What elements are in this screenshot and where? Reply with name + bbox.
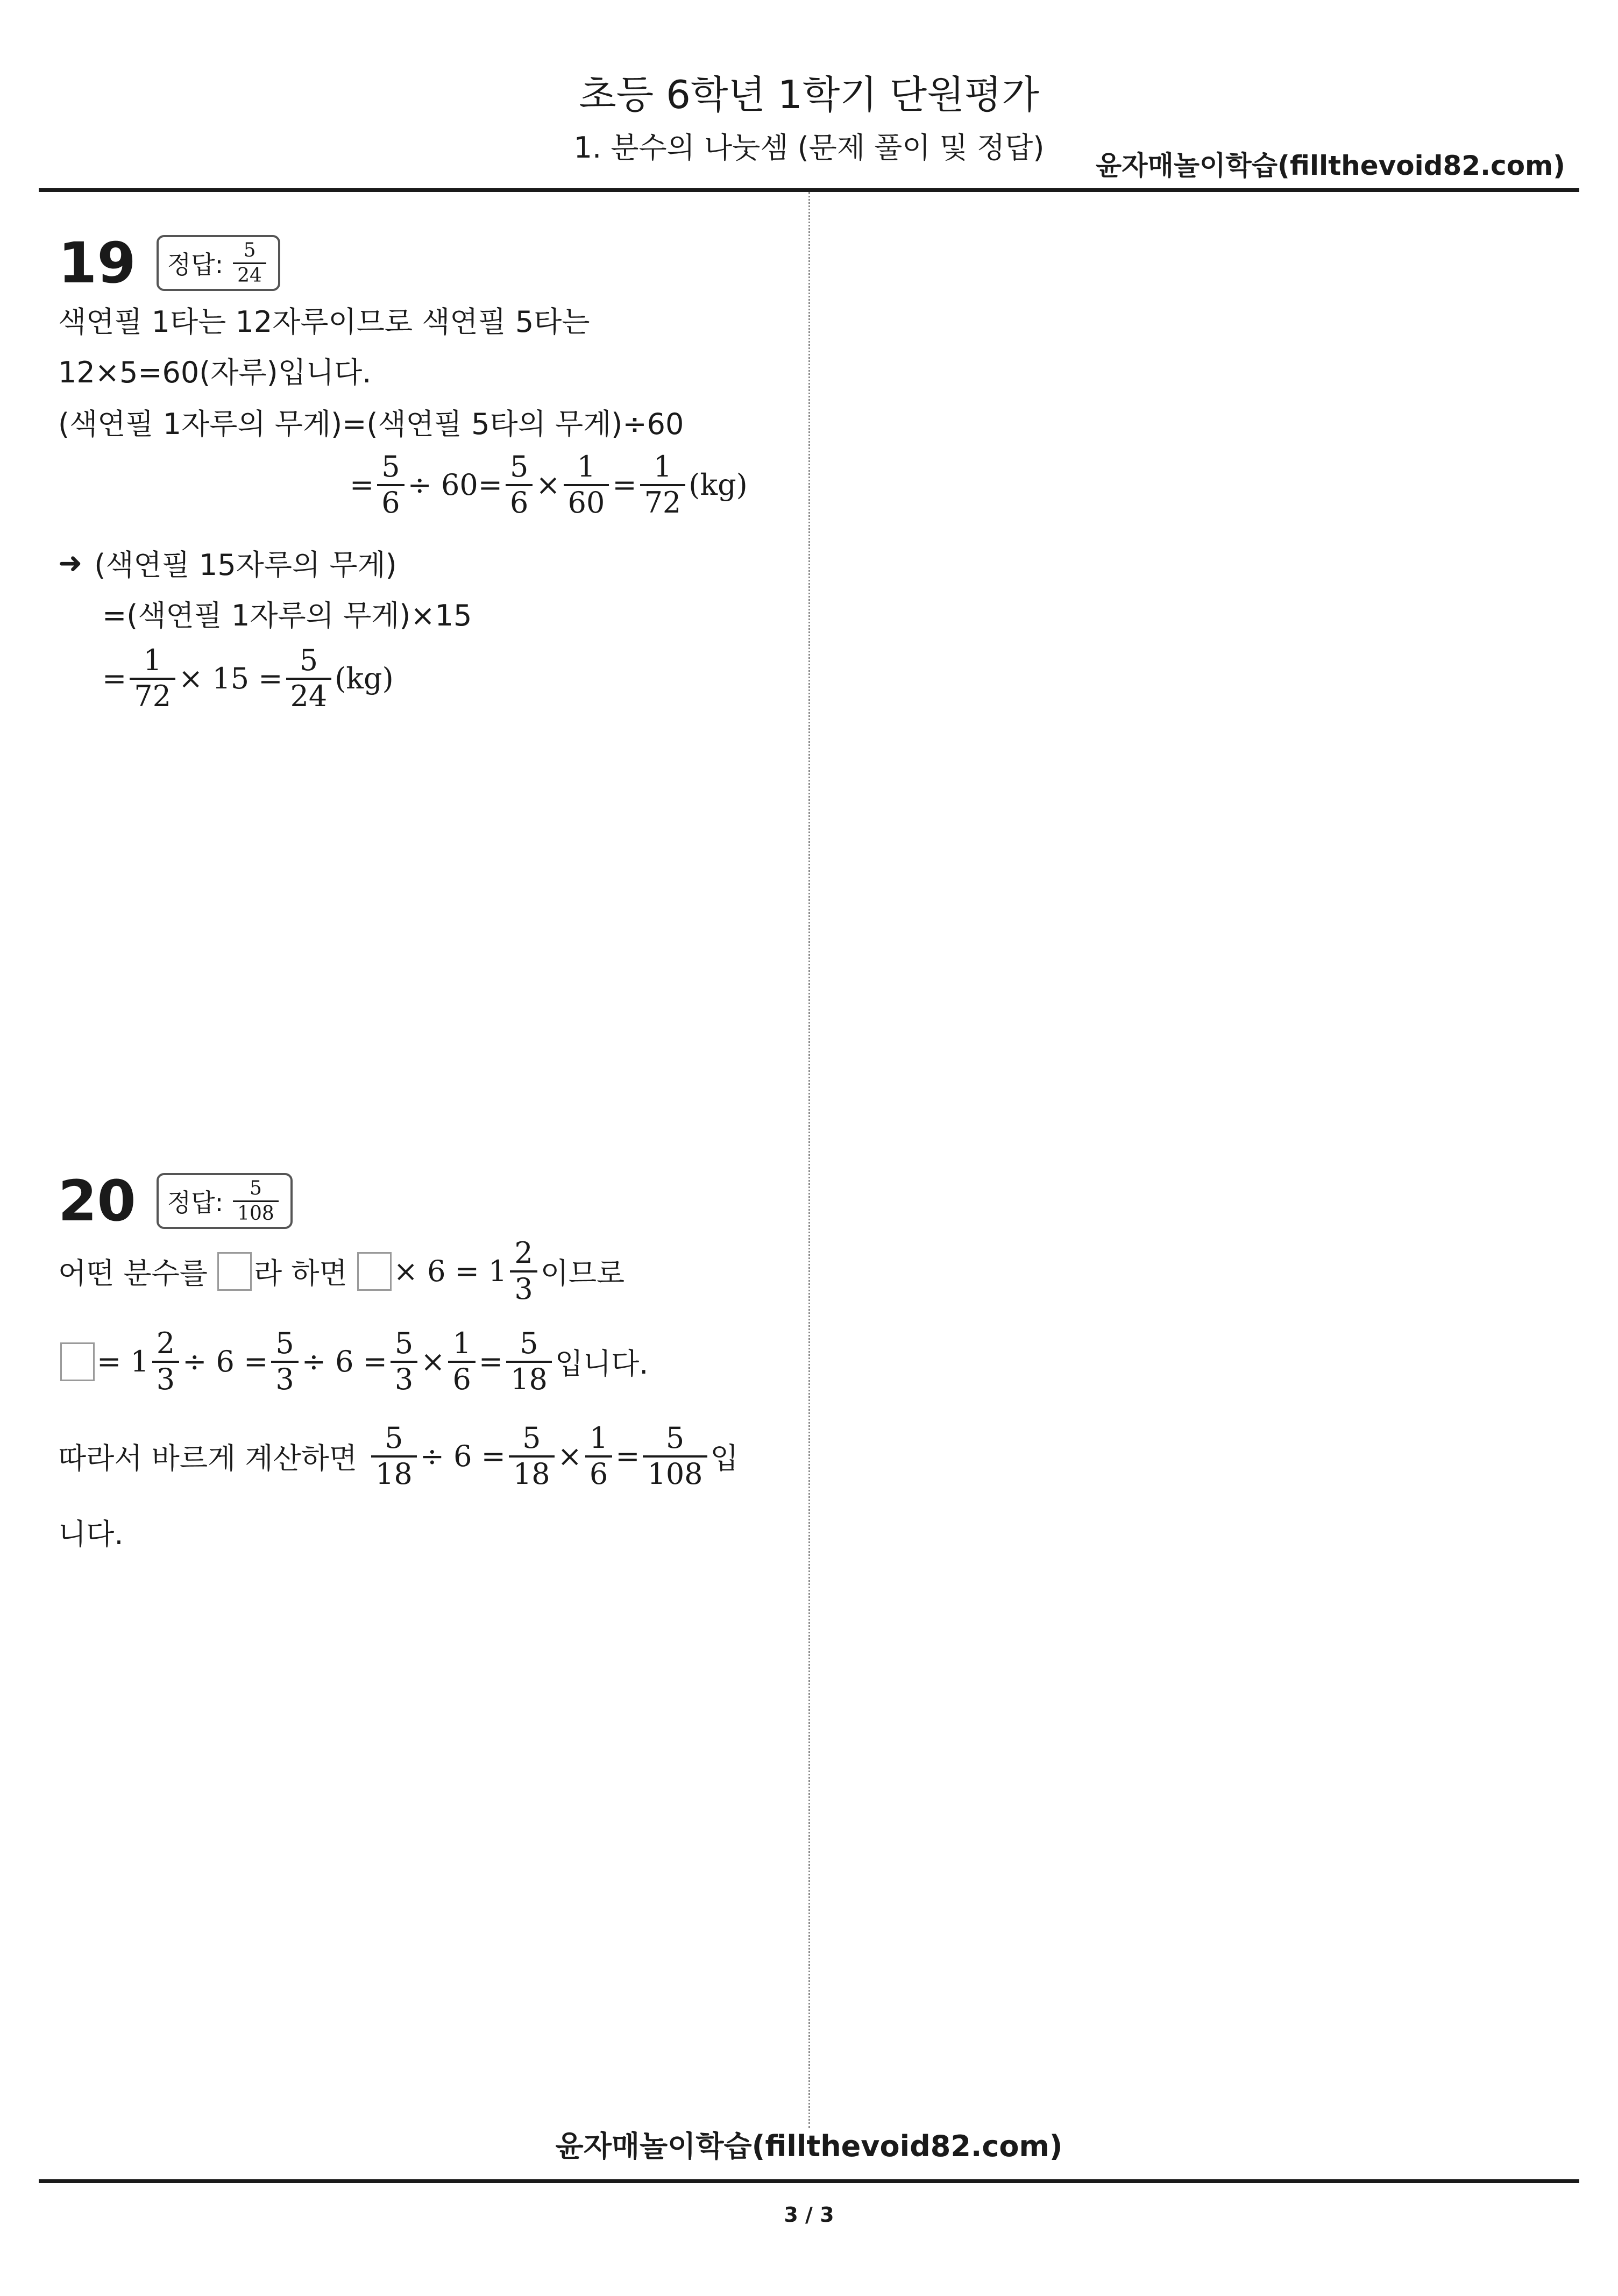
denominator: 108	[233, 1200, 279, 1224]
numerator: 1	[589, 1421, 608, 1455]
question-number: 20	[58, 1168, 136, 1234]
q20-text: 이므로	[540, 1256, 625, 1291]
math-op: ÷ 6 =	[420, 1439, 506, 1474]
math-op: ÷ 6 =	[182, 1345, 268, 1379]
math-op: ÷ 6 =	[301, 1345, 387, 1379]
math-op: =	[612, 468, 637, 502]
denominator: 6	[585, 1455, 612, 1490]
header-site-name: 윤자매놀이학습(fillthevoid82.com)	[1095, 150, 1565, 181]
numerator: 5	[665, 1421, 685, 1455]
math-op: × 15 =	[178, 662, 283, 696]
denominator: 60	[564, 484, 609, 518]
numerator: 5	[522, 1421, 541, 1455]
q20-line-2	[58, 1328, 648, 1395]
fraction	[377, 452, 404, 518]
numerator: 5	[299, 643, 318, 677]
question-number: 19	[58, 230, 136, 296]
numerator: 2	[156, 1326, 175, 1360]
denominator: 18	[509, 1455, 555, 1490]
q19-result-line	[58, 542, 397, 584]
q19-calc-line	[350, 452, 748, 518]
denominator: 18	[371, 1455, 417, 1490]
fraction	[640, 452, 686, 518]
answer-fraction	[233, 240, 266, 286]
numerator: 1	[143, 643, 162, 677]
q20-text: 입니다.	[555, 1347, 649, 1381]
numerator: 5	[275, 1326, 294, 1360]
math-op: × 6 = 1	[393, 1254, 507, 1289]
arrow-icon: ➜	[58, 546, 83, 580]
denominator: 6	[448, 1361, 475, 1395]
numerator: 5	[250, 1177, 262, 1199]
numerator: 5	[243, 239, 256, 261]
fraction	[152, 1328, 179, 1395]
fraction	[506, 1328, 552, 1395]
q20-text: 따라서 바르게 계산하면	[58, 1441, 357, 1476]
denominator: 3	[152, 1361, 179, 1395]
denominator: 24	[233, 262, 266, 286]
fraction	[506, 452, 533, 518]
q19-text-line: (색연필 1자루의 무게)=(색연필 5타의 무게)÷60	[58, 407, 684, 441]
numerator: 1	[653, 450, 672, 484]
math-op: ÷ 60=	[407, 468, 502, 502]
denominator: 6	[506, 484, 533, 518]
fraction	[391, 1328, 417, 1395]
q19-calc-line	[102, 645, 394, 712]
q20-line-1	[58, 1238, 625, 1304]
math-op: =	[615, 1439, 640, 1474]
numerator: 2	[514, 1236, 533, 1270]
numerator: 5	[520, 1326, 538, 1360]
q19-text: (색연필 15자루의 무게)	[94, 548, 397, 582]
q20-line-4: 니다.	[58, 1517, 124, 1551]
math-op: = 1	[97, 1345, 149, 1379]
blank-box	[217, 1252, 252, 1291]
denominator: 18	[506, 1361, 552, 1395]
unit: (kg)	[335, 662, 394, 696]
question-20-header	[58, 1168, 293, 1234]
footer-rule	[39, 2179, 1579, 2183]
math-op: ×	[557, 1439, 582, 1474]
page-title: 초등 6학년 1학기 단원평가	[579, 72, 1039, 117]
fraction	[585, 1423, 612, 1489]
numerator: 1	[452, 1326, 471, 1360]
fraction	[371, 1423, 417, 1489]
fraction	[510, 1238, 537, 1304]
numerator: 5	[385, 1421, 403, 1455]
fraction	[271, 1328, 298, 1395]
math-op: ×	[421, 1345, 445, 1379]
q20-text: 어떤 분수를	[58, 1256, 208, 1291]
blank-box	[357, 1252, 392, 1291]
math-op: =	[102, 662, 127, 696]
numerator: 5	[394, 1326, 414, 1360]
denominator: 3	[271, 1361, 298, 1395]
math-op: ×	[536, 468, 560, 502]
numerator: 1	[577, 450, 596, 484]
numerator: 5	[381, 450, 400, 484]
q20-text: 라 하면	[254, 1256, 347, 1291]
q20-text: 입	[710, 1441, 739, 1476]
denominator: 3	[391, 1361, 417, 1395]
fraction	[286, 645, 332, 712]
math-op: =	[478, 1345, 503, 1379]
denominator: 3	[510, 1270, 537, 1305]
denominator: 6	[377, 484, 404, 518]
blank-box	[60, 1342, 95, 1381]
fraction	[130, 645, 175, 712]
fraction	[448, 1328, 475, 1395]
unit: (kg)	[689, 468, 748, 502]
answer-box	[157, 1173, 293, 1229]
answer-fraction	[233, 1178, 279, 1224]
answer-label: 정답:	[167, 250, 224, 279]
numerator: 5	[509, 450, 529, 484]
answer-box	[157, 235, 280, 292]
question-19-header	[58, 230, 280, 296]
denominator: 72	[130, 678, 175, 712]
page-subtitle: 1. 분수의 나눗셈 (문제 풀이 및 정답)	[573, 131, 1045, 165]
q19-text-line: 색연필 1타는 12자루이므로 색연필 5타는	[58, 305, 590, 339]
q20-line-3	[58, 1423, 739, 1489]
header-rule	[39, 188, 1579, 192]
fraction	[643, 1423, 707, 1489]
math-op: =	[350, 468, 374, 502]
column-divider	[808, 192, 810, 2128]
answer-label: 정답:	[167, 1188, 224, 1217]
q19-text-line: =(색연필 1자루의 무게)×15	[102, 599, 472, 632]
page-number: 3 / 3	[784, 2203, 834, 2227]
denominator: 108	[643, 1455, 707, 1490]
denominator: 24	[286, 678, 332, 712]
footer-site-name: 윤자매놀이학습(fillthevoid82.com)	[555, 2129, 1063, 2163]
q19-text-line: 12×5=60(자루)입니다.	[58, 356, 372, 389]
fraction	[509, 1423, 555, 1489]
denominator: 72	[640, 484, 686, 518]
fraction	[564, 452, 609, 518]
